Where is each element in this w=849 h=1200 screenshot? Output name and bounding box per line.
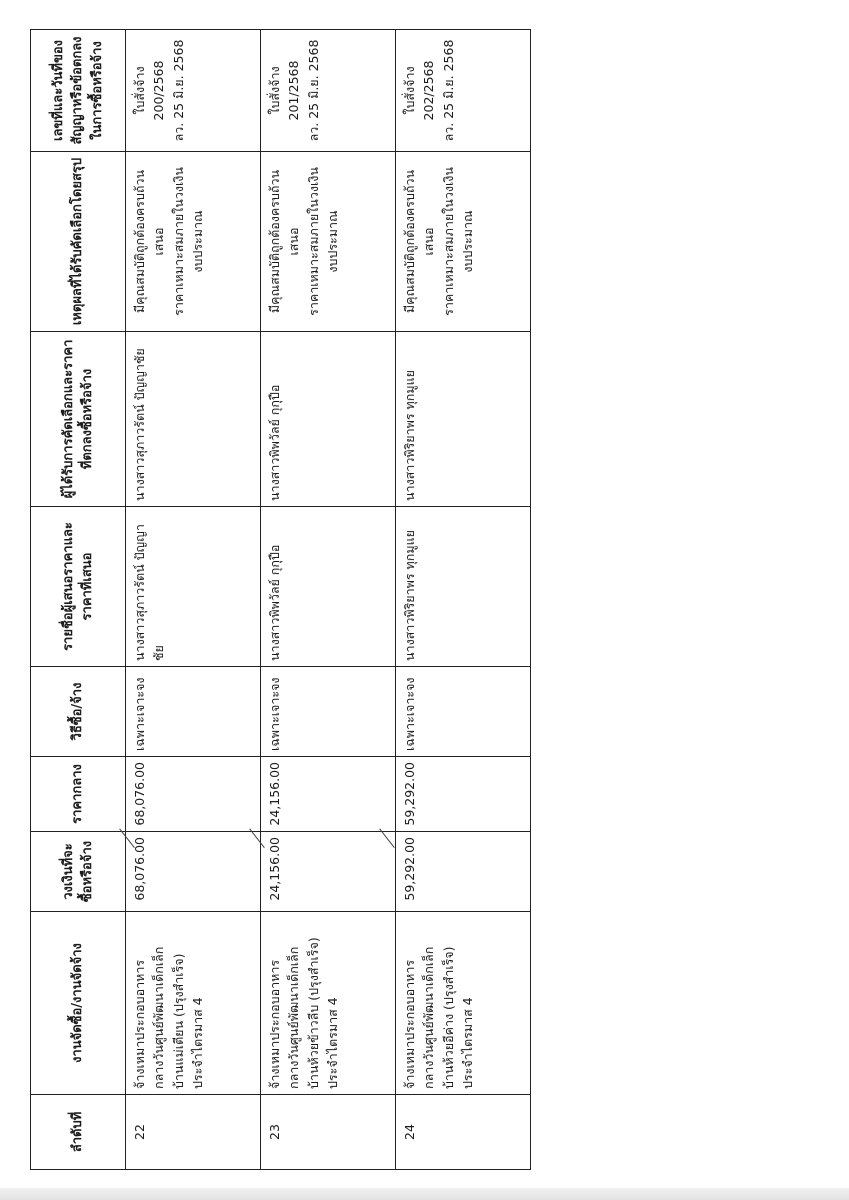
procurement-method: เฉพาะเจาะจง: [396, 667, 531, 757]
work-line: กลางวันศูนย์พัฒนาเด็กเล็ก: [421, 946, 437, 1089]
header-median-price: ราคากลาง: [31, 757, 126, 832]
contract-reference: [126, 30, 261, 152]
row-number: 23: [261, 1095, 396, 1170]
reason-line: มีคุณสมบัติถูกต้องครบถ้วน เสนอ: [402, 169, 437, 314]
work-line: บ้านแม่เตียน (ปรุงสำเร็จ): [170, 953, 186, 1089]
header-budget: วงเงินที่จะซื้อหรือจ้าง: [31, 832, 126, 912]
header-bidders: รายชื่อผู้เสนอราคาและราคาที่เสนอ: [31, 507, 126, 667]
row-number: 24: [396, 1095, 531, 1170]
median-price: 24,156.00: [261, 757, 396, 832]
header-reason: เหตุผลที่ได้รับคัดเลือกโดยสรุป: [31, 152, 126, 332]
reason-line: ราคาเหมาะสมภายในวงเงิน: [440, 167, 456, 316]
bidder-name: นางสาวพิพวัลย์ กุกุปือ: [261, 507, 396, 667]
reason-line: มีคุณสมบัติถูกต้องครบถ้วน เสนอ: [132, 169, 167, 314]
median-price: 59,292.00: [396, 757, 531, 832]
reason-line: ราคาเหมาะสมภายในวงเงิน: [305, 167, 321, 316]
work-line: กลางวันศูนย์พัฒนาเด็กเล็ก: [286, 946, 302, 1089]
work-line: กลางวันศูนย์พัฒนาเด็กเล็ก: [151, 946, 167, 1089]
contract-reference: [261, 30, 396, 152]
work-line: บ้านห้วยข้าวลีบ (ปรุงสำเร็จ): [305, 937, 321, 1089]
budget-amount: 68,076.00: [126, 832, 261, 912]
contract-number: ใบสั่งจ้าง 201/2568: [267, 60, 302, 121]
contract-date: ลว. 25 มิ.ย. 2568: [440, 39, 456, 142]
procurement-table-sheet: [30, 30, 510, 1170]
bidder-name: นางสาวพิริยาพร ทุกมูแย: [396, 507, 531, 667]
reason-line: งบประมาณ: [325, 210, 341, 273]
selected-vendor: นางสาวพิพวัลย์ กุกุปือ: [261, 332, 396, 507]
work-description: [396, 912, 531, 1095]
header-selected: ผู้ได้รับการคัดเลือกและราคาที่ตกลงซื้อหรือจ้าง: [31, 332, 126, 507]
selection-reason: [126, 152, 261, 332]
work-line: บ้านห้วยอีค่าง (ปรุงสำเร็จ): [440, 946, 456, 1089]
work-line: จ้างเหมาประกอบอาหาร: [267, 959, 282, 1089]
work-description: [126, 912, 261, 1095]
selection-reason: [261, 152, 396, 332]
table-header-row: [31, 30, 126, 1170]
contract-date: ลว. 25 มิ.ย. 2568: [305, 39, 321, 142]
table-row: [261, 30, 396, 1170]
procurement-method: เฉพาะเจาะจง: [261, 667, 396, 757]
budget-amount: 24,156.00: [261, 832, 396, 912]
procurement-method: เฉพาะเจาะจง: [126, 667, 261, 757]
procurement-table: [30, 29, 531, 1170]
budget-amount: 59,292.00: [396, 832, 531, 912]
reason-line: งบประมาณ: [190, 210, 206, 273]
reason-line: ราคาเหมาะสมภายในวงเงิน: [170, 167, 186, 316]
reason-line: งบประมาณ: [460, 210, 476, 273]
contract-number: ใบสั่งจ้าง 202/2568: [402, 60, 437, 121]
header-method: วิธีซื้อ/จ้าง: [31, 667, 126, 757]
work-line: จ้างเหมาประกอบอาหาร: [402, 959, 417, 1089]
work-line: ประจำไตรมาส 4: [460, 997, 476, 1089]
bidder-name: นางสาวสุภาวรัตน์ ปัญญาชัย: [126, 507, 261, 667]
work-line: ประจำไตรมาส 4: [190, 997, 206, 1089]
table-row: [396, 30, 531, 1170]
scan-edge: [0, 1188, 849, 1200]
table-row: [126, 30, 261, 1170]
work-line: จ้างเหมาประกอบอาหาร: [132, 959, 147, 1089]
selection-reason: [396, 152, 531, 332]
selected-vendor: นางสาวสุภาวรัตน์ ปัญญาชัย: [126, 332, 261, 507]
contract-number: ใบสั่งจ้าง 200/2568: [132, 60, 167, 121]
header-work: งานจัดซื้อ/งานจัดจ้าง: [31, 912, 126, 1095]
contract-reference: [396, 30, 531, 152]
header-contract: เลขที่และวันที่ของสัญญาหรือข้อตกลงในการซื้อหรือจ้าง: [31, 30, 126, 152]
header-no: ลำดับที่: [31, 1095, 126, 1170]
reason-line: มีคุณสมบัติถูกต้องครบถ้วน เสนอ: [267, 169, 302, 314]
median-price: 68,076.00: [126, 757, 261, 832]
contract-date: ลว. 25 มิ.ย. 2568: [170, 39, 186, 142]
work-line: ประจำไตรมาส 4: [325, 997, 341, 1089]
work-description: [261, 912, 396, 1095]
row-number: 22: [126, 1095, 261, 1170]
selected-vendor: นางสาวพิริยาพร ทุกมูแย: [396, 332, 531, 507]
